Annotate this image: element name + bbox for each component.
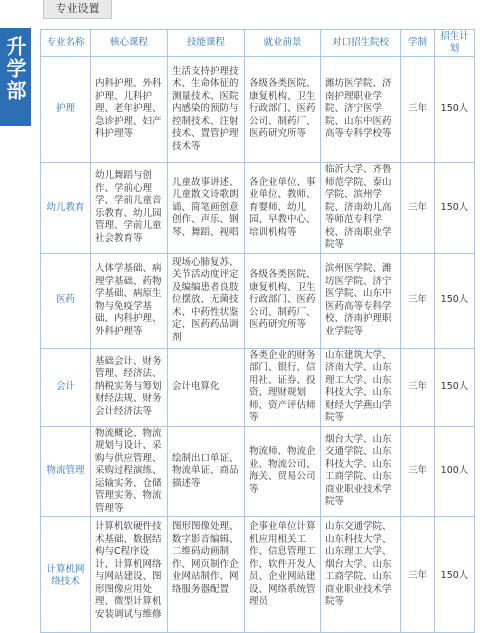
skill-courses: 现场心肺复苏、关节活动度评定及编编患者良肢位摆放、无菌技术、中药性状鉴定、医药药品调剂 [168,253,245,348]
enrollment-plan: 150人 [435,348,475,426]
table-row [41,57,475,163]
table-row [41,517,475,633]
table-header-row [41,30,475,57]
job-prospects: 企事业单位计算机应用相关工作、信息管理工作、软件开发人员、企业网站建设、网络系统管理员 [245,517,321,633]
enrollment-plan: 150人 [435,517,475,633]
skill-courses: 图形图像处理、数字影音编辑、二维码动画制作、网页制作企业网站制作、网络服务器配置 [168,517,245,633]
duration: 三年 [401,426,435,517]
header-job-prospects: 就业前景 [245,30,321,57]
side-tab-label: 升学部 [3,36,27,102]
skill-courses: 会计电算化 [168,348,245,426]
major-name: 幼儿教育 [41,163,91,254]
section-tag: 专业设置 [43,0,112,19]
header-enrollment-plan: 招生计划 [435,30,475,57]
header-major: 专业名称 [41,30,91,57]
core-courses: 计算机软硬件技术基础、数据结构与C程序设计、计算机网络与网站建设、图形图像应用处理、微型计算机安装调试与维修 [91,517,168,633]
enrollment-plan: 150人 [435,57,475,163]
header-duration: 学制 [401,30,435,57]
core-courses: 幼儿舞蹈与创作、学前心理学、学前儿童音乐教育、幼儿园管理、学前儿童社会教育等 [91,163,168,254]
target-schools: 滨州医学院、潍坊医学院、济宁医学院、山东中医药高等专科学校、济南护理职业学院等 [321,253,401,348]
target-schools: 潍坊医学院、济南护理职业学院、济宁医学院、山东中医药高等专科学校等 [321,57,401,163]
duration: 三年 [401,253,435,348]
job-prospects: 各企业单位、事业单位、教师、育婴师、幼儿园、早教中心、培训机构等 [245,163,321,254]
table-row [41,163,475,254]
major-name: 计算机网络技术 [41,517,91,633]
header-core-courses: 核心课程 [91,30,168,57]
core-courses: 物流概论、物流规划与设计、采购与供应管理、采购过程演练、运输实务、仓储管理实务、物流管理等 [91,426,168,517]
major-name: 护理 [41,57,91,163]
skill-courses: 绘制出口单证、物流单证、商品描述等 [168,426,245,517]
duration: 三年 [401,163,435,254]
table-row [41,253,475,348]
major-name: 医药 [41,253,91,348]
target-schools: 山东交通学院、山东科技大学、山东理工大学、烟台大学、山东工商学院、山东商业职业技术学院等 [321,517,401,633]
duration: 三年 [401,517,435,633]
header-skill-courses: 技能课程 [168,30,245,57]
target-schools: 山东建筑大学、济南大学、山东理工大学、山东科技大学、山东财经大学燕山学院等 [321,348,401,426]
major-name: 物流管理 [41,426,91,517]
enrollment-plan: 150人 [435,253,475,348]
skill-courses: 儿童故事讲述、儿童散文诗歌朗诵、简笔画创意创作、声乐、钢琴、舞蹈、视唱 [168,163,245,254]
skill-courses: 生活支持护理技术、生命体征的测量技术、医院内感染的预防与控制技术、注射技术、置管护理技术等 [168,57,245,163]
target-schools: 烟台大学、山东交通学院、山东科技大学、山东工商学院、山东商业职业技术学院等 [321,426,401,517]
core-courses: 内科护理、外科护理、儿科护理、老年护理、急诊护理、妇产科护理等 [91,57,168,163]
core-courses: 基础会计、财务管理、经济法、纳税实务与筹划财经法规、财务会计经济法等 [91,348,168,426]
job-prospects: 各级各类医院、康复机构、卫生行政部门、医药公司、制药厂、医药研究所等 [245,253,321,348]
enrollment-plan: 150人 [435,163,475,254]
table-row [41,426,475,517]
core-courses: 人体学基础、病理学基础、药物学基础、病原生物与免疫学基础、内科护理、外科护理等 [91,253,168,348]
majors-table [40,29,475,633]
job-prospects: 各类企业的财务部门、银行、信用社、证券、投资、理财规划师、资产评估师等 [245,348,321,426]
job-prospects: 物流师、物流企业、物流公司、海关、贸易公司等 [245,426,321,517]
majors-table-container [40,29,474,620]
target-schools: 临沂大学、齐鲁师范学院、泰山学院、滨州学院、济南幼儿高等师范专科学校、济南职业学院等 [321,163,401,254]
header-target-schools: 对口招生院校 [321,30,401,57]
duration: 三年 [401,348,435,426]
major-name: 会计 [41,348,91,426]
table-row [41,348,475,426]
job-prospects: 各级各类医院、康复机构、卫生行政部门、医药公司、制药厂、医药研究所等 [245,57,321,163]
enrollment-plan: 100人 [435,426,475,517]
duration: 三年 [401,57,435,163]
